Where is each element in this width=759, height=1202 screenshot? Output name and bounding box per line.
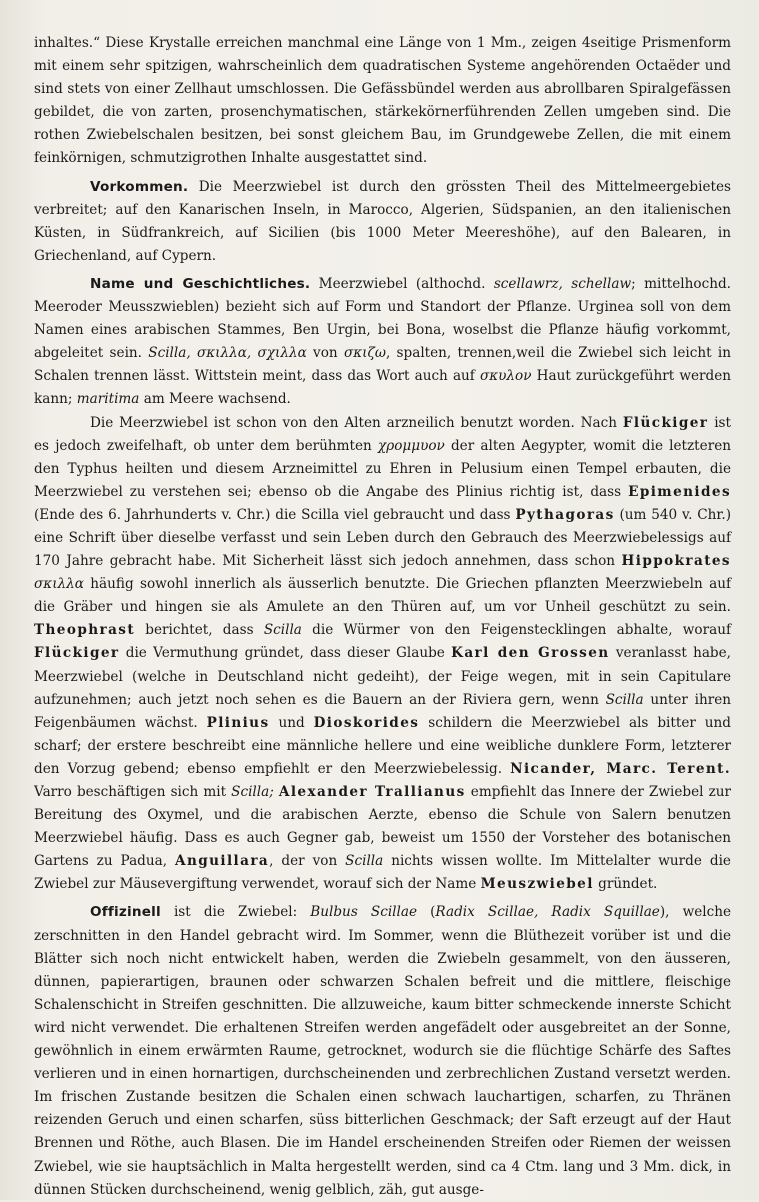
spaced-name: Alexander Trallianus <box>278 784 466 800</box>
spaced-name: Epimenides <box>628 483 731 500</box>
text-run: schildern die Meerzwiebel als bitter und scharf; der erstere beschreibt eine männliche hellere und eine weibliche dunklere Form, letzterer den Vorzug gebend; ebenso empfiehlt er den Meerzwiebelessig. <box>34 714 732 777</box>
text-run: (um 540 v. Chr.) eine Schrift über dieselbe verfasst und sein Leben durch den Gebrauch des Meerzwiebelessigs auf 170 Jahre gebracht habe. Mit Sicherheit lässt sich jedoch annehmen, dass schon <box>34 506 731 570</box>
section-heading: Vorkommen. <box>90 178 189 195</box>
text-run: Haut zurückgeführt werden kann; <box>34 368 732 408</box>
text-run: Meerzwiebel (althochd. <box>310 275 494 292</box>
italic-term: Scilla <box>345 853 384 870</box>
spaced-name: Dioskorides <box>313 714 420 731</box>
italic-term: χρομμυον <box>377 437 445 454</box>
text-run: gründet. <box>593 876 658 893</box>
text-run: unter ihren Feigenbäumen wächst. <box>34 691 731 731</box>
italic-term: Scilla, σκιλλα, σχιλλα <box>148 345 307 362</box>
spaced-name: Theophrast <box>34 622 136 639</box>
text-run: Die Meerzwiebel ist schon von den Alten arzneilich benutzt worden. Nach <box>90 414 623 431</box>
text-run: ist die Zwiebel: <box>160 904 311 921</box>
spaced-name: Flückiger <box>34 645 120 662</box>
italic-term: Scilla <box>263 622 302 639</box>
italic-term: maritima <box>76 391 140 408</box>
paragraph-name-geschichtliches <box>34 273 731 412</box>
text-run: der alten Aegypter, womit die letzteren den Typhus heilten und diesem Arzneimittel zu Ehren in Pelusium einen Tempel erbauten, die Meerzwiebel zu verstehen sei; ebenso ob die Angabe des Plinius richtig ist, dass <box>34 437 731 500</box>
italic-term: scellawrz, schellaw <box>493 275 632 292</box>
spaced-name: Flückiger <box>622 414 709 431</box>
spaced-name: Hippokrates <box>621 553 731 570</box>
italic-term: σκιλλα <box>34 576 84 593</box>
text-run: ( <box>417 904 436 921</box>
section-heading: Offizinell <box>90 904 161 921</box>
text-run: Die Meerzwiebel ist durch den grössten Theil des Mittelmeergebietes verbreitet; auf den Kanarischen Inseln, in Marocco, Algerien, Südspanien, an den italienischen Küsten, in Südfrankreich, auf Sicilien (bis 1000 Meter Meereshöhe), auf den Balearen, in Griechenland, auf Cypern. <box>34 178 731 264</box>
section-heading: Name und Geschichtliches. <box>90 275 311 292</box>
text-run: empfiehlt das Innere der Zwiebel zur Bereitung des Oxymel, und die arabischen Aerzte, ebenso die Schule von Salern benutzen Meerzwiebel häufig. Dass es auch Gegner gab, beweist um 1550 der Vorsteher des botanischen Gartens zu Padua, <box>34 784 731 870</box>
italic-term: Scilla; <box>231 784 274 800</box>
italic-term: Scilla <box>605 691 644 708</box>
italic-term: σκιζω <box>343 345 386 362</box>
text-run: und <box>269 714 314 731</box>
paragraph-history <box>34 412 731 897</box>
text-run: veranlasst habe, Meerzwiebel (welche in Deutschland nicht gedeiht), der Feige wegen, mit in sein Capitulare aufzunehmen; auch jetzt noch sehen es die Bauern an der Riviera gern, wenn <box>34 645 731 708</box>
spaced-name: Meuszwiebel <box>480 876 594 893</box>
text-run: Varro beschäftigen sich mit <box>34 784 232 800</box>
paragraph-offizinell <box>34 901 731 1201</box>
text-run: häufig sowohl innerlich als äusserlich benutzte. Die Griechen pflanzten Meerzwiebeln auf die Gräber und hingen sie als Amulete an den Thüren auf, um vor Unheil geschützt zu sein. <box>34 576 731 616</box>
text-run: ; mittelhochd. Meeroder Meusszwieblen) bezieht sich auf Form und Standort der Pflanze. Urginea soll von dem Namen eines arabischen Stammes, Ben Urgin, bei Bona, woselbst die Pflanze häufig vorkommt, abgeleitet sein. <box>34 275 731 362</box>
italic-term: Bulbus Scillae <box>310 904 418 921</box>
spaced-name: Plinius <box>206 714 270 731</box>
paragraph-crystals <box>34 32 731 171</box>
text-run: die Würmer von den Feigenstecklingen abhalte, worauf <box>301 622 731 639</box>
text-run: ist es jedoch zweifelhaft, ob unter dem berühmten <box>34 414 731 454</box>
text-run: ), welche zerschnitten in den Handel gebracht wird. Im Sommer, wenn die Blüthezeit vorüber ist und die Blätter sich noch nicht entwickelt haben, werden die Zwiebeln gesammelt, von den äusseren, dünnen, papierartigen, braunen oder schwarzen Schalen befreit und die mittlere, fleischige Schalenschicht in Streifen geschnitten. Die allzuweiche, kaum bitter schmeckende innerste Schicht wird nicht verwendet. Die erhaltenen Streifen werden angefädelt oder ausgebreitet an der Sonne, gewöhnlich in einem erwärmten Raume, getrocknet, wodurch sie die flüchtige Schärfe des Saftes verlieren und in einen hornartigen, durchscheinenden und zerbrechlichen Zustand versetzt werden. Im frischen Zustande besitzen die Schalen einen schwach lauchartigen, scharfen, zu Thränen reizenden Geruch und einen scharfen, süss bitterlichen Geschmack; der Saft erzeugt auf der Haut Brennen und Röthe, auch Blasen. Die im Handel erscheinenden Streifen oder Riemen der weissen Zwiebel, wie sie hauptsächlich in Malta hergestellt werden, sind ca 4 Ctm. lang und 3 Mm. dick, in dünnen Stücken durchscheinend, wenig gelblich, zäh, gut ausge- <box>34 904 732 1198</box>
italic-term: Radix Scillae, Radix Squillae <box>435 904 660 921</box>
text-run: nichts wissen wollte. Im Mittelalter wurde die Zwiebel zur Mäusevergiftung verwendet, worauf sich der Name <box>34 853 731 893</box>
spaced-name: Karl den Grossen <box>451 645 610 662</box>
text-run: , der von <box>269 853 346 870</box>
text-run: berichtet, dass <box>135 622 264 639</box>
text-run: die Vermuthung gründet, dass dieser Glaube <box>119 645 452 662</box>
spaced-name: Pythagoras <box>515 506 615 523</box>
text-run: (Ende des 6. Jahrhunderts v. Chr.) die Scilla viel gebraucht und dass <box>34 506 516 523</box>
text-run: am Meere wachsend. <box>139 391 291 408</box>
italic-term: σκυλον <box>479 368 532 385</box>
spaced-name: Anguillara <box>175 853 270 870</box>
text-run: inhaltes.“ Diese Krystalle erreichen manchmal eine Länge von 1 Mm., zeigen 4seitige Prismenform mit einem sehr spitzigen, wahrscheinlich dem quadratischen Systeme angehörenden Octaëder und sind stets von einer Zellhaut umschlossen. Die Gefässbündel werden aus abrollbaren Spiralgefässen gebildet, die von zarten, prosenchymatischen, stärkekörnerführenden Zellen umgeben sind. Die rothen Zwiebelschalen besitzen, bei sonst gleichem Bau, im Grundgewebe Zellen, die mit einem feinkörnigen, schmutzigrothen Inhalte ausgestattet sind. <box>34 35 731 167</box>
text-run: , spalten, trennen,weil die Zwiebel sich leicht in Schalen trennen lässt. Wittstein meint, dass das Wort auch auf <box>34 345 731 385</box>
spaced-name: Nicander, Marc. Terent. <box>510 760 731 777</box>
text-run: von <box>306 345 344 362</box>
paragraph-vorkommen <box>34 176 731 268</box>
